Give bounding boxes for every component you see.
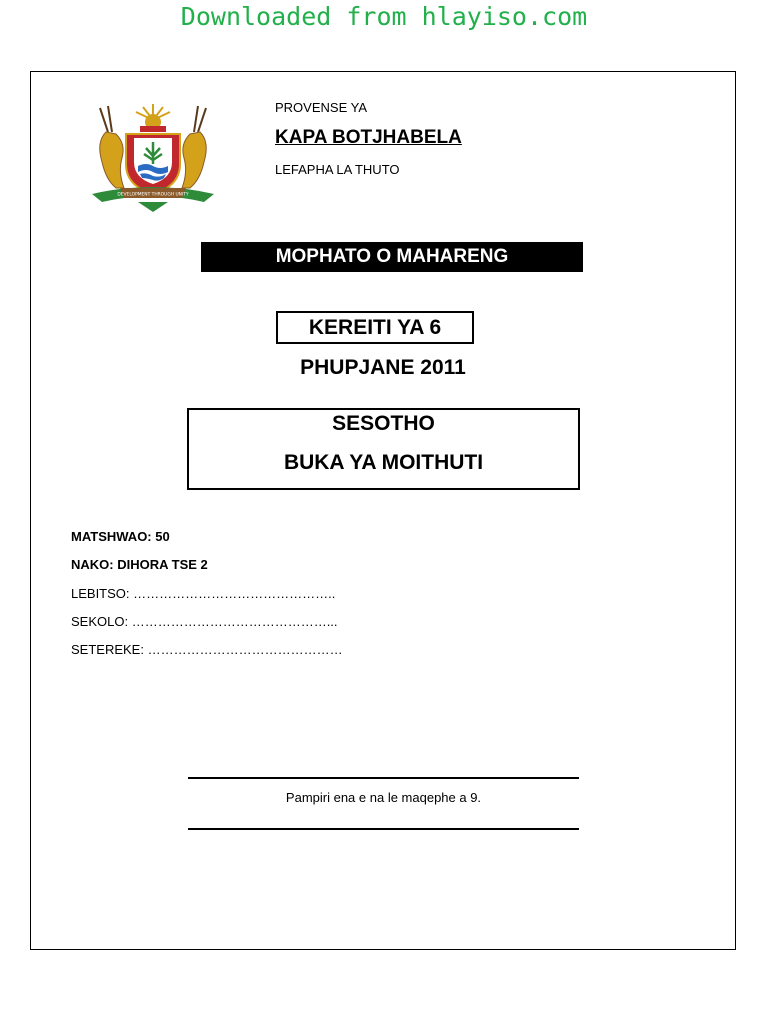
top-divider xyxy=(188,777,579,779)
crest-motto-text: DEVELOPMENT THROUGH UNITY xyxy=(117,192,189,198)
subject-title: SESOTHO xyxy=(332,412,435,435)
marks-field: MATSHWAO: 50 xyxy=(71,529,170,544)
coat-of-arms-icon xyxy=(86,102,220,214)
department-name: LEFAPHA LA THUTO xyxy=(275,162,400,177)
subject-box xyxy=(187,408,580,490)
province-name: KAPA BOTJHABELA xyxy=(275,127,462,148)
school-field: SEKOLO: ………………………………………... xyxy=(71,614,338,629)
bottom-divider xyxy=(188,828,579,830)
book-title: BUKA YA MOITHUTI xyxy=(283,451,484,474)
district-field: SETEREKE: ……………………………………… xyxy=(71,642,343,657)
page-count-note: Pampiri ena e na le maqephe a 9. xyxy=(285,790,482,805)
province-prefix: PROVENSE YA xyxy=(275,100,367,115)
watermark-text: Downloaded from hlayiso.com xyxy=(180,2,588,31)
grade-box: KEREITI YA 6 xyxy=(276,311,474,344)
time-field: NAKO: DIHORA TSE 2 xyxy=(71,557,208,572)
exam-banner: MOPHATO O MAHARENG xyxy=(201,242,583,272)
exam-date: PHUPJANE 2011 xyxy=(300,356,466,379)
name-field: LEBITSO: ……………………………………….. xyxy=(71,586,336,601)
